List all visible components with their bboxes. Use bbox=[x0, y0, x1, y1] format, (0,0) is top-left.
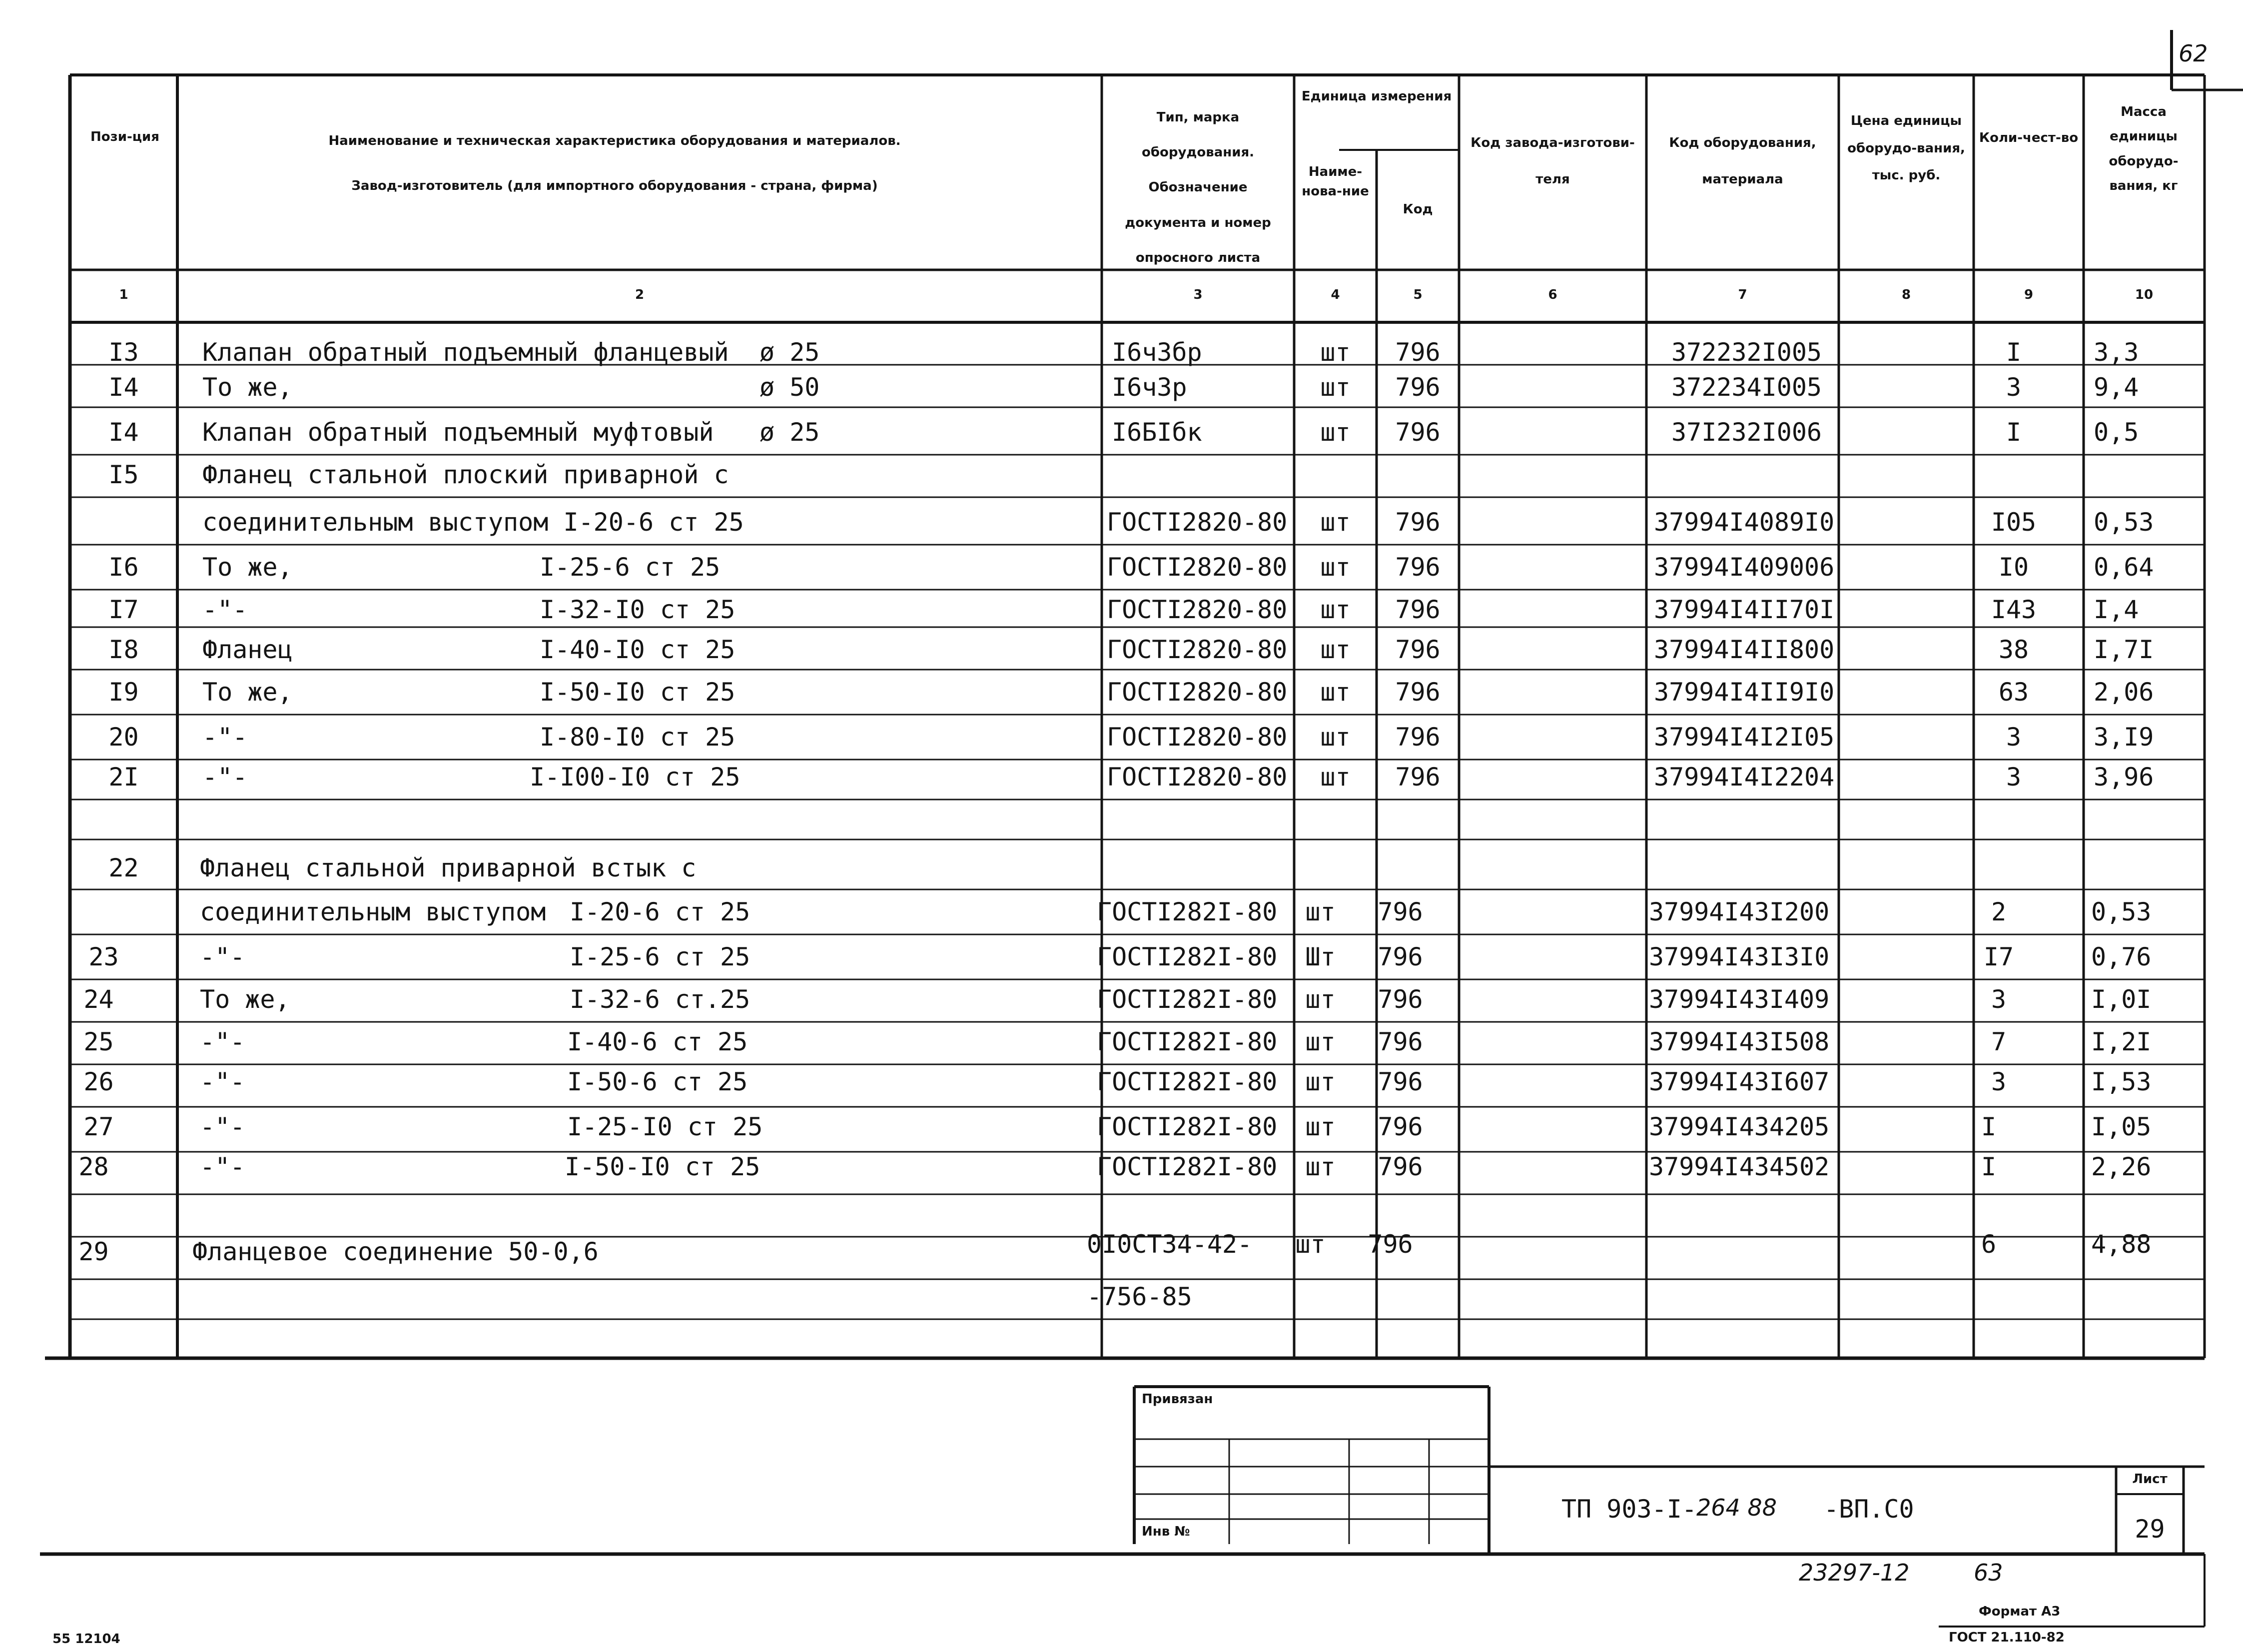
header-unit-group: Единица измерения bbox=[1301, 89, 1452, 104]
cell-position: 23 bbox=[88, 942, 119, 971]
cell-quantity: I bbox=[2006, 418, 2022, 447]
cell-name: -"- bbox=[200, 1152, 245, 1181]
cell-mass: 0,64 bbox=[2094, 553, 2154, 582]
cell-spec: I-20-6 ст 25 bbox=[570, 897, 750, 926]
cell-mark: ГОСТI2820-80 bbox=[1107, 723, 1288, 752]
cell-quantity: 7 bbox=[1991, 1027, 2007, 1056]
handwritten-ref: 23297-12 bbox=[1799, 1559, 1910, 1586]
cell-name: -"- bbox=[200, 1067, 245, 1096]
cell-mark: I6БIбк bbox=[1112, 418, 1202, 447]
cell-unit: шт bbox=[1320, 763, 1351, 792]
cell-mass: 2,06 bbox=[2094, 678, 2154, 707]
cell-mass: 4,88 bbox=[2091, 1230, 2152, 1259]
cell-quantity: 63 bbox=[1998, 678, 2029, 707]
col-number: 8 bbox=[1901, 287, 1911, 302]
cell-mark: ГОСТI282I-80 bbox=[1097, 897, 1278, 926]
cell-equipment-code: 37994I4I2204 bbox=[1654, 763, 1835, 792]
cell-name: То же, bbox=[200, 985, 290, 1014]
cell-name: -"- bbox=[202, 763, 248, 792]
stamp-privyazan: Привязан bbox=[1142, 1392, 1213, 1407]
cell-quantity: 6 bbox=[1981, 1230, 1997, 1259]
cell-equipment-code: 37994I43I607 bbox=[1649, 1067, 1830, 1096]
cell-position: I3 bbox=[108, 338, 139, 367]
cell-mark: -756-85 bbox=[1087, 1282, 1192, 1311]
cell-mark: ГОСТI282I-80 bbox=[1097, 1027, 1278, 1056]
cell-unit-code: 796 bbox=[1368, 1230, 1413, 1259]
cell-position: 27 bbox=[83, 1112, 114, 1141]
cell-unit: шт bbox=[1320, 508, 1351, 537]
page-number: 62 bbox=[2179, 40, 2208, 67]
cell-quantity: I43 bbox=[1991, 595, 2037, 624]
col-number: 4 bbox=[1331, 287, 1340, 302]
stamp-inv-no: Инв № bbox=[1142, 1524, 1190, 1539]
col-number: 7 bbox=[1738, 287, 1747, 302]
cell-unit: шт bbox=[1305, 1112, 1336, 1141]
header-unit-name: Наиме-нова-ние bbox=[1302, 164, 1369, 199]
cell-name: Фланец стальной приварной встык с bbox=[200, 853, 697, 882]
cell-diameter: ø 25 bbox=[759, 338, 820, 367]
cell-spec: I-40-6 ст 25 bbox=[567, 1027, 748, 1056]
cell-mass: I,2I bbox=[2091, 1027, 2152, 1056]
cell-name: Клапан обратный подъемный фланцевый bbox=[202, 338, 729, 367]
cell-unit-code: 796 bbox=[1395, 373, 1441, 402]
cell-name: Фланец bbox=[202, 635, 293, 664]
cell-position: I7 bbox=[108, 595, 139, 624]
header-name-line1: Наименование и техническая характеристика оборудования и материалов. bbox=[328, 133, 901, 148]
stamp-list-number: 29 bbox=[2135, 1515, 2165, 1544]
cell-unit-code: 796 bbox=[1395, 635, 1441, 664]
handwritten-ref2: 63 bbox=[1974, 1559, 2003, 1586]
cell-mark: ГОСТI2820-80 bbox=[1107, 635, 1288, 664]
cell-name: -"- bbox=[202, 595, 248, 624]
cell-mass: 0,5 bbox=[2094, 418, 2139, 447]
cell-unit-code: 796 bbox=[1395, 763, 1441, 792]
cell-mark: ГОСТI282I-80 bbox=[1097, 942, 1278, 971]
header-unit-price: Цена единицы оборудо-вания, тыс. руб. bbox=[1847, 113, 1965, 183]
header-equipment-code: Код оборудования, материала bbox=[1669, 135, 1816, 187]
cell-position: 25 bbox=[83, 1027, 114, 1056]
cell-name: То же, bbox=[202, 678, 293, 707]
cell-unit-code: 796 bbox=[1378, 1067, 1423, 1096]
header-name-line2: Завод-изготовитель (для импортного оборудования - страна, фирма) bbox=[351, 178, 878, 193]
cell-unit-code: 796 bbox=[1395, 723, 1441, 752]
cell-equipment-code: 372232I005 bbox=[1671, 338, 1822, 367]
doc-code-hand: 264 88 bbox=[1696, 1494, 1777, 1521]
cell-equipment-code: 37994I4II800 bbox=[1654, 635, 1835, 664]
cell-unit: шт bbox=[1305, 985, 1336, 1014]
cell-spec: I-40-I0 ст 25 bbox=[540, 635, 736, 664]
cell-spec: I-80-I0 ст 25 bbox=[540, 723, 736, 752]
cell-mark: ГОСТI2820-80 bbox=[1107, 763, 1288, 792]
cell-quantity: 3 bbox=[2006, 763, 2022, 792]
cell-spec: I-I00-I0 ст 25 bbox=[530, 763, 741, 792]
cell-spec: I-25-6 ст 25 bbox=[570, 942, 750, 971]
doc-code-b: -ВП.С0 bbox=[1824, 1495, 1914, 1524]
cell-unit: шт bbox=[1305, 1152, 1336, 1181]
gost-label: ГОСТ 21.110-82 bbox=[1949, 1630, 2065, 1645]
cell-mass: 0,76 bbox=[2091, 942, 2152, 971]
doc-code-a: ТП 903-I- bbox=[1561, 1495, 1697, 1524]
cell-quantity: 3 bbox=[2006, 373, 2022, 402]
header-unit-code: Код bbox=[1403, 202, 1433, 217]
cell-unit: шт bbox=[1320, 723, 1351, 752]
cell-mass: 3,I9 bbox=[2094, 723, 2154, 752]
cell-unit: шт bbox=[1305, 1067, 1336, 1096]
cell-unit: шт bbox=[1320, 678, 1351, 707]
cell-quantity: 2 bbox=[1991, 897, 2007, 926]
cell-mark: ГОСТI2820-80 bbox=[1107, 508, 1288, 537]
cell-unit-code: 796 bbox=[1395, 553, 1441, 582]
col-number: 1 bbox=[119, 287, 128, 302]
cell-unit-code: 796 bbox=[1378, 897, 1423, 926]
cell-equipment-code: 37994I4I2I05 bbox=[1654, 723, 1835, 752]
cell-mass: I,0I bbox=[2091, 985, 2152, 1014]
cell-spec: I-25-6 ст 25 bbox=[540, 553, 721, 582]
cell-position: I4 bbox=[108, 418, 139, 447]
cell-unit-code: 796 bbox=[1378, 985, 1423, 1014]
cell-equipment-code: 37994I434205 bbox=[1649, 1112, 1830, 1141]
cell-spec: I-32-6 ст.25 bbox=[570, 985, 750, 1014]
cell-name: То же, bbox=[202, 373, 293, 402]
cell-unit-code: 796 bbox=[1378, 942, 1423, 971]
cell-quantity: I bbox=[1981, 1152, 1997, 1181]
cell-mark: I6ч3р bbox=[1112, 373, 1187, 402]
cell-name: -"- bbox=[202, 723, 248, 752]
cell-unit-code: 796 bbox=[1395, 508, 1441, 537]
cell-name: -"- bbox=[200, 1027, 245, 1056]
cell-quantity: I bbox=[1981, 1112, 1997, 1141]
cell-position: 28 bbox=[78, 1152, 109, 1181]
cell-name: То же, bbox=[202, 553, 293, 582]
cell-spec: I-25-I0 ст 25 bbox=[567, 1112, 763, 1141]
cell-unit-code: 796 bbox=[1395, 418, 1441, 447]
col-number: 9 bbox=[2024, 287, 2034, 302]
cell-diameter: ø 25 bbox=[759, 418, 820, 447]
cell-unit-code: 796 bbox=[1395, 338, 1441, 367]
cell-mass: 2,26 bbox=[2091, 1152, 2152, 1181]
cell-equipment-code: 37994I4II9I0 bbox=[1654, 678, 1835, 707]
cell-unit: шт bbox=[1320, 635, 1351, 664]
cell-unit: шт bbox=[1295, 1230, 1326, 1259]
cell-unit: шт bbox=[1320, 595, 1351, 624]
cell-unit: шт bbox=[1320, 338, 1351, 367]
cell-mass: I,7I bbox=[2094, 635, 2154, 664]
cell-quantity: 3 bbox=[1991, 1067, 2007, 1096]
cell-mass: I,53 bbox=[2091, 1067, 2152, 1096]
header-position: Пози-ция bbox=[90, 129, 159, 144]
cell-quantity: 3 bbox=[2006, 723, 2022, 752]
cell-name: Фланец стальной плоский приварной с bbox=[202, 460, 729, 489]
cell-position: I8 bbox=[108, 635, 139, 664]
cell-quantity: 3 bbox=[1991, 985, 2007, 1014]
corner-code: 55 12104 bbox=[52, 1632, 120, 1647]
cell-name: Клапан обратный подъемный муфтовый bbox=[202, 418, 714, 447]
cell-mass: 9,4 bbox=[2094, 373, 2139, 402]
cell-name: -"- bbox=[200, 1112, 245, 1141]
cell-mark: ГОСТI2820-80 bbox=[1107, 595, 1288, 624]
cell-name: Фланцевое соединение 50-0,6 bbox=[192, 1237, 599, 1266]
cell-spec: I-32-I0 ст 25 bbox=[540, 595, 736, 624]
cell-unit: шт bbox=[1320, 373, 1351, 402]
cell-mark: ГОСТI2820-80 bbox=[1107, 553, 1288, 582]
cell-position: 20 bbox=[108, 723, 139, 752]
cell-mass: I,05 bbox=[2091, 1112, 2152, 1141]
cell-equipment-code: 37994I434502 bbox=[1649, 1152, 1830, 1181]
cell-spec: I-50-I0 ст 25 bbox=[540, 678, 736, 707]
cell-unit-code: 796 bbox=[1395, 595, 1441, 624]
cell-name: соединительным выступом I-20-6 ст 25 bbox=[202, 508, 744, 537]
header-quantity: Коли-чест-во bbox=[1979, 130, 2079, 145]
cell-unit-code: 796 bbox=[1378, 1112, 1423, 1141]
cell-equipment-code: 37994I4II70I bbox=[1654, 595, 1835, 624]
cell-quantity: I bbox=[2006, 338, 2022, 367]
cell-position: I6 bbox=[108, 553, 139, 582]
cell-mark: 0I0СТ34-42- bbox=[1087, 1230, 1253, 1259]
cell-equipment-code: 37994I43I3I0 bbox=[1649, 942, 1830, 971]
cell-position: 29 bbox=[78, 1237, 109, 1266]
cell-position: I9 bbox=[108, 678, 139, 707]
header-type-mark: Тип, марка оборудования. Обозначение документа и номер опросного листа bbox=[1125, 110, 1271, 265]
cell-equipment-code: 372234I005 bbox=[1671, 373, 1822, 402]
cell-equipment-code: 37994I43I200 bbox=[1649, 897, 1830, 926]
cell-name: соединительным выступом bbox=[200, 897, 546, 926]
cell-equipment-code: 37994I43I409 bbox=[1649, 985, 1830, 1014]
cell-mark: ГОСТI282I-80 bbox=[1097, 1067, 1278, 1096]
header-unit-mass: Масса единицы оборудо-вания, кг bbox=[2109, 104, 2179, 194]
cell-spec: I-50-6 ст 25 bbox=[567, 1067, 748, 1096]
cell-equipment-code: 37994I409006 bbox=[1654, 553, 1835, 582]
col-number: 3 bbox=[1193, 287, 1203, 302]
cell-equipment-code: 37I232I006 bbox=[1671, 418, 1822, 447]
cell-equipment-code: 37994I43I508 bbox=[1649, 1027, 1830, 1056]
cell-position: I4 bbox=[108, 373, 139, 402]
header-plant-code: Код завода-изготови-теля bbox=[1471, 135, 1635, 187]
col-number: 10 bbox=[2135, 287, 2154, 302]
cell-quantity: I0 bbox=[1998, 553, 2029, 582]
cell-unit: шт bbox=[1305, 1027, 1336, 1056]
cell-position: 24 bbox=[83, 985, 114, 1014]
cell-mark: ГОСТI282I-80 bbox=[1097, 1152, 1278, 1181]
col-number: 5 bbox=[1413, 287, 1423, 302]
cell-equipment-code: 37994I4089I0 bbox=[1654, 508, 1835, 537]
cell-mark: ГОСТI282I-80 bbox=[1097, 1112, 1278, 1141]
cell-name: -"- bbox=[200, 942, 245, 971]
cell-mass: 0,53 bbox=[2091, 897, 2152, 926]
cell-spec: I-50-I0 ст 25 bbox=[565, 1152, 760, 1181]
stamp-list-label: Лист bbox=[2132, 1472, 2168, 1487]
cell-unit-code: 796 bbox=[1378, 1027, 1423, 1056]
cell-unit: шт bbox=[1305, 897, 1336, 926]
cell-mass: 0,53 bbox=[2094, 508, 2154, 537]
cell-quantity: I7 bbox=[1983, 942, 2014, 971]
cell-mass: 3,96 bbox=[2094, 763, 2154, 792]
cell-mass: I,4 bbox=[2094, 595, 2139, 624]
cell-mass: 3,3 bbox=[2094, 338, 2139, 367]
cell-unit-code: 796 bbox=[1378, 1152, 1423, 1181]
col-number: 6 bbox=[1548, 287, 1557, 302]
cell-position: 26 bbox=[83, 1067, 114, 1096]
cell-mark: ГОСТI282I-80 bbox=[1097, 985, 1278, 1014]
cell-quantity: I05 bbox=[1991, 508, 2037, 537]
cell-diameter: ø 50 bbox=[759, 373, 820, 402]
cell-unit: Шт bbox=[1305, 942, 1336, 971]
cell-unit: шт bbox=[1320, 553, 1351, 582]
cell-unit: шт bbox=[1320, 418, 1351, 447]
cell-unit-code: 796 bbox=[1395, 678, 1441, 707]
cell-position: I5 bbox=[108, 460, 139, 489]
format-label: Формат А3 bbox=[1979, 1604, 2061, 1619]
cell-quantity: 38 bbox=[1998, 635, 2029, 664]
cell-mark: ГОСТI2820-80 bbox=[1107, 678, 1288, 707]
cell-position: 2I bbox=[108, 763, 139, 792]
col-number: 2 bbox=[635, 287, 645, 302]
cell-mark: I6ч3бр bbox=[1112, 338, 1202, 367]
cell-position: 22 bbox=[108, 853, 139, 882]
